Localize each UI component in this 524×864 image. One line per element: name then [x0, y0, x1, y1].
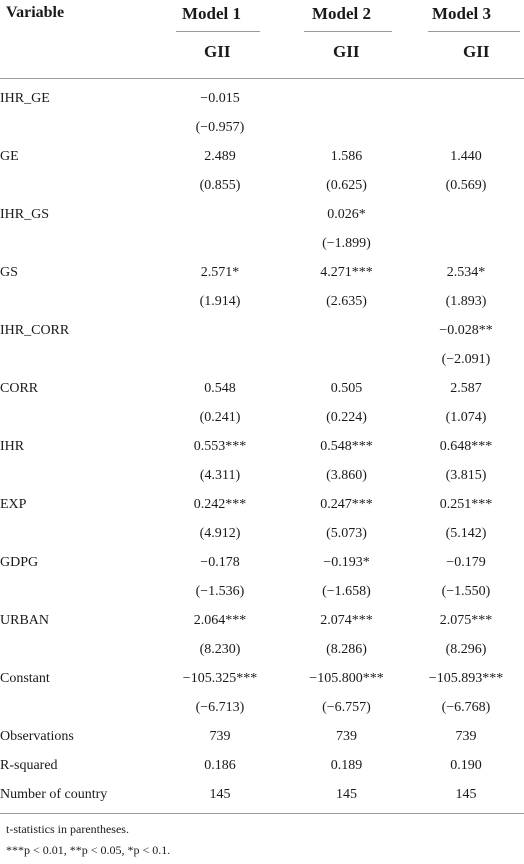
table-row: [0, 432, 524, 461]
row-label: [0, 693, 155, 722]
row-label: [0, 577, 155, 606]
table-row: [0, 519, 524, 548]
cell-model-2: 739: [336, 728, 357, 744]
table-row: [0, 374, 524, 403]
model-2-underline: [304, 31, 392, 32]
cell-model-1: 0.186: [204, 757, 236, 773]
row-label: [0, 519, 155, 548]
table-row: [0, 229, 524, 258]
table-row: [0, 635, 524, 664]
row-label: GS: [0, 264, 18, 280]
cell-model-2: 1.586: [330, 148, 363, 164]
cell-model-1: 0.548: [204, 380, 236, 396]
cell-model-2: 0.505: [330, 380, 363, 396]
cell-model-3: 2.534*: [446, 264, 486, 280]
row-label: R-squared: [0, 757, 58, 773]
cell-model-1: (0.855): [199, 177, 241, 193]
cell-model-2: (2.635): [326, 293, 367, 309]
cell-model-2: −0.193*: [323, 554, 370, 570]
table-row: [0, 316, 524, 345]
row-label: [0, 345, 155, 374]
cell-model-3: (1.074): [445, 409, 487, 425]
cell-model-2: (−1.658): [322, 583, 371, 599]
cell-model-2: (0.224): [326, 409, 367, 425]
row-label: [0, 113, 155, 142]
table-row: [0, 490, 524, 519]
table-row: [0, 200, 524, 229]
cell-model-3: −105.893***: [428, 670, 504, 686]
cell-model-3: (5.142): [445, 525, 487, 541]
cell-model-1: 2.489: [204, 148, 236, 164]
cell-model-3: [408, 113, 524, 142]
cell-model-1: (−6.713): [195, 699, 245, 715]
row-label: Number of country: [0, 786, 108, 802]
header-model-3: Model 3: [432, 4, 492, 23]
cell-model-1: 0.553***: [193, 438, 247, 454]
cell-model-2: (3.860): [326, 467, 367, 483]
table-row: [0, 113, 524, 142]
table-row: [0, 84, 524, 113]
cell-model-2: (0.625): [326, 177, 367, 193]
row-label: [0, 229, 155, 258]
cell-model-1: 0.242***: [193, 496, 247, 512]
row-label: IHR_CORR: [0, 322, 70, 338]
note-tstats: t-statistics in parentheses.: [6, 822, 129, 836]
cell-model-2: 0.026*: [327, 206, 366, 222]
table-row: [0, 171, 524, 200]
cell-model-2: [285, 345, 408, 374]
cell-model-1: (4.912): [199, 525, 241, 541]
cell-model-3: 1.440: [450, 148, 482, 164]
cell-model-1: 739: [209, 728, 231, 744]
cell-model-3: (0.569): [445, 177, 487, 193]
row-label: [0, 403, 155, 432]
header-depvar-3: GII: [463, 42, 490, 61]
cell-model-3: 739: [455, 728, 477, 744]
cell-model-1: −0.178: [200, 554, 240, 570]
header-bottom-rule: [0, 78, 524, 79]
cell-model-1: −0.015: [200, 90, 240, 106]
model-3-underline: [428, 31, 520, 32]
row-label: IHR: [0, 438, 25, 454]
cell-model-2: 2.074***: [320, 612, 373, 628]
row-label: URBAN: [0, 612, 50, 628]
table-header: [0, 0, 524, 80]
cell-model-3: (−2.091): [441, 351, 491, 367]
table-row: [0, 664, 524, 693]
cell-model-2: (8.286): [326, 641, 367, 657]
cell-model-3: −0.028**: [439, 322, 493, 338]
note-significance: ***p < 0.01, **p < 0.05, *p < 0.1.: [6, 843, 171, 857]
row-label: [0, 461, 155, 490]
row-label: GE: [0, 148, 19, 164]
cell-model-1: [155, 316, 285, 345]
cell-model-1: [155, 345, 285, 374]
header-model-1: Model 1: [182, 4, 242, 23]
header-depvar-2: GII: [333, 42, 360, 61]
table-row: [0, 606, 524, 635]
table-row: [0, 142, 524, 171]
cell-model-1: (−1.536): [195, 583, 245, 599]
table-row: [0, 751, 524, 780]
cell-model-2: 0.548***: [320, 438, 373, 454]
cell-model-2: 4.271***: [320, 264, 373, 280]
row-label: EXP: [0, 496, 27, 512]
cell-model-3: [408, 84, 524, 113]
cell-model-3: 2.587: [450, 380, 482, 396]
cell-model-2: −105.800***: [309, 670, 384, 686]
cell-model-3: (1.893): [445, 293, 487, 309]
cell-model-2: [285, 113, 408, 142]
cell-model-3: (8.296): [445, 641, 487, 657]
cell-model-1: [155, 200, 285, 229]
cell-model-2: (5.073): [326, 525, 367, 541]
table-bottom-rule: [0, 813, 524, 814]
table-row: [0, 548, 524, 577]
header-depvar-1: GII: [204, 42, 231, 61]
cell-model-2: 0.247***: [320, 496, 373, 512]
cell-model-3: (3.815): [445, 467, 487, 483]
table-row: [0, 345, 524, 374]
table-row: [0, 693, 524, 722]
cell-model-1: [155, 229, 285, 258]
cell-model-1: (−0.957): [195, 119, 245, 135]
table-row: [0, 577, 524, 606]
cell-model-1: 2.571*: [200, 264, 240, 280]
cell-model-1: 2.064***: [193, 612, 247, 628]
cell-model-2: (−1.899): [322, 235, 371, 251]
cell-model-3: 0.648***: [439, 438, 493, 454]
cell-model-1: (1.914): [199, 293, 241, 309]
row-label: [0, 171, 155, 200]
cell-model-2: [285, 84, 408, 113]
cell-model-2: 145: [336, 786, 357, 802]
table-row: [0, 780, 524, 809]
cell-model-3: (−6.768): [441, 699, 491, 715]
cell-model-2: 0.189: [330, 757, 363, 773]
cell-model-1: (8.230): [199, 641, 241, 657]
table-row: [0, 287, 524, 316]
table-row: [0, 403, 524, 432]
model-1-underline: [176, 31, 260, 32]
cell-model-3: −0.179: [446, 554, 486, 570]
row-label: Observations: [0, 728, 74, 744]
header-variable: Variable: [6, 4, 65, 21]
cell-model-2: [285, 316, 408, 345]
cell-model-2: (−6.757): [322, 699, 371, 715]
cell-model-3: (−1.550): [441, 583, 491, 599]
row-label: IHR_GE: [0, 90, 50, 106]
cell-model-3: 2.075***: [439, 612, 493, 628]
row-label: Constant: [0, 670, 50, 686]
cell-model-3: 145: [455, 786, 477, 802]
row-label: [0, 287, 155, 316]
row-label: IHR_GS: [0, 206, 50, 222]
cell-model-1: (0.241): [199, 409, 241, 425]
row-label: GDPG: [0, 554, 39, 570]
table-row: [0, 722, 524, 751]
row-label: CORR: [0, 380, 39, 396]
row-label: [0, 635, 155, 664]
cell-model-3: 0.190: [450, 757, 482, 773]
cell-model-3: [408, 200, 524, 229]
cell-model-1: (4.311): [199, 467, 241, 483]
header-model-2: Model 2: [312, 4, 372, 23]
cell-model-1: −105.325***: [182, 670, 258, 686]
table-row: [0, 461, 524, 490]
table-body: [0, 84, 524, 809]
table-row: [0, 258, 524, 287]
cell-model-1: 145: [209, 786, 231, 802]
cell-model-3: 0.251***: [439, 496, 493, 512]
cell-model-3: [408, 229, 524, 258]
